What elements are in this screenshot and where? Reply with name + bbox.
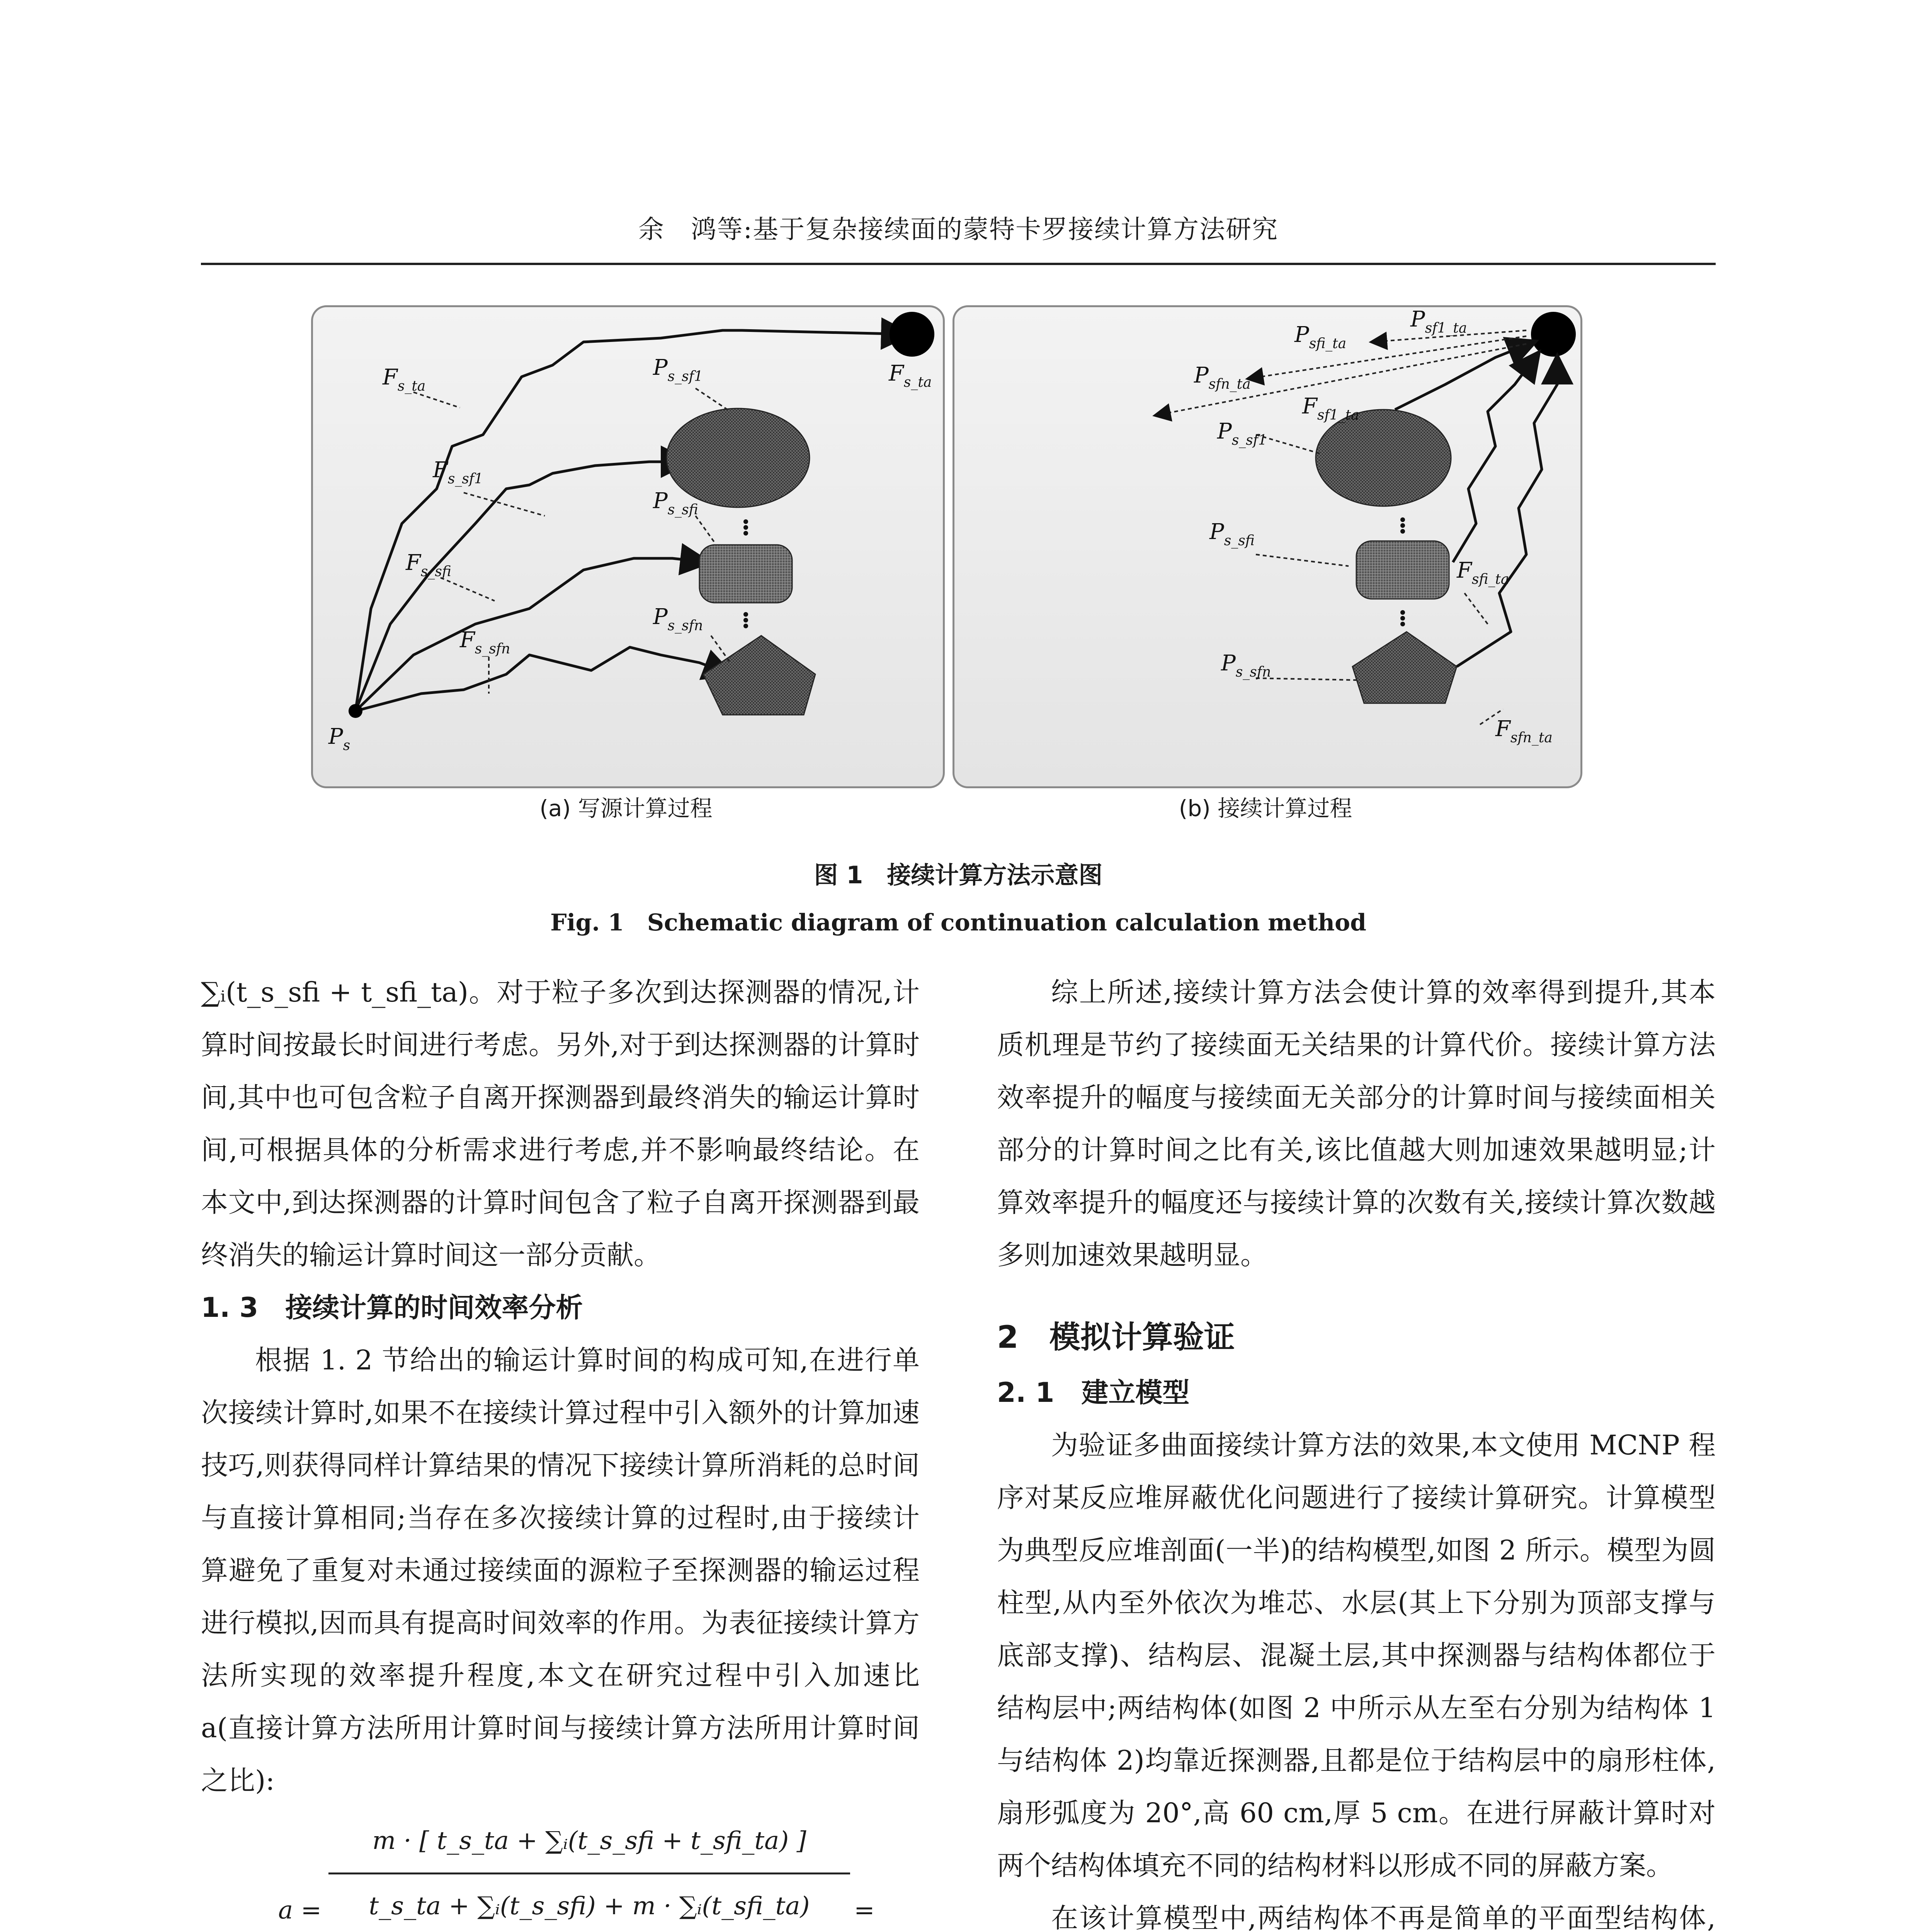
surface-i-rect xyxy=(699,545,792,603)
label-P-s: $P_s$ xyxy=(328,724,350,753)
label-F-s-ta-detector: $F_{s\_ta}$ xyxy=(889,361,932,390)
figure-a-caption: (a) 写源计算过程 xyxy=(539,795,713,821)
label-F-s-sfn: $F_{s\_sfn}$ xyxy=(460,628,510,657)
running-head: 余 鸿等:基于复杂接续面的蒙特卡罗接续计算方法研究 xyxy=(638,214,1279,244)
label-P-sf1-ta: $P_{sf1\_ta}$ xyxy=(1410,307,1467,336)
equation-denominator-1: t_s_ta + ∑ᵢ(t_s_sfi) + m · ∑ᵢ(t_sfi_ta) xyxy=(369,1892,810,1920)
section-heading-2-1: 2. 1 建立模型 xyxy=(997,1377,1190,1408)
figure-panel-b xyxy=(953,305,1582,788)
equation-equals: = xyxy=(854,1896,875,1925)
figure-b-diagram xyxy=(954,307,1580,786)
right-column xyxy=(997,966,1716,1932)
surface-i-rect xyxy=(1356,541,1449,599)
label-P-s-sfi: $P_{s\_sfi}$ xyxy=(1209,519,1255,549)
track-to-surface-1 xyxy=(356,462,688,711)
figure-a-diagram xyxy=(313,307,943,786)
track-to-surface-i xyxy=(356,558,707,711)
right-paragraph-2: 为验证多曲面接续计算方法的效果,本文使用 MCNP 程序对某反应堆屏蔽优化问题进行了接续计算研究。计算模型为典型反应堆剖面(一半)的结构模型,如图 2 所示。模型为圆柱型,从内至外依次为堆芯、水层(其上下分别为顶部支撑与底部支撑)、结构层、混凝土层,其中探测器与结构体都位于结构层中;两结构体(如图 2 中所示从左至右分别为结构体 1 与结构体 2)均靠近探测器,且都是位于结构层中的扇形柱体,扇形弧度为 20°,高 60 cm,厚 5 cm。在进行屏蔽计算时对两个结构体填充不同的结构材料以形成不同的屏蔽方案。 xyxy=(997,1429,1716,1881)
label-F-sf1-ta: $F_{sf1\_ta}$ xyxy=(1302,394,1359,423)
left-column xyxy=(201,966,920,1932)
track-to-detector xyxy=(356,330,908,711)
equation-12 xyxy=(201,1807,920,1932)
equation-numerator-1: m · [ t_s_ta + ∑ᵢ(t_s_sfi + t_sfi_ta) ] xyxy=(328,1815,850,1874)
figure-b-caption: (b) 接续计算过程 xyxy=(1179,795,1352,821)
source-point xyxy=(349,704,362,718)
label-P-s-sfn: $P_{s\_sfn}$ xyxy=(1221,651,1271,680)
label-P-sfi-ta: $P_{sfi\_ta}$ xyxy=(1294,322,1347,352)
detector xyxy=(890,312,934,357)
continuation-tracks xyxy=(1395,342,1557,667)
track-surface-i xyxy=(1453,354,1538,562)
equation-lhs: a = xyxy=(278,1896,322,1925)
right-paragraph-1: 综上所述,接续计算方法会使计算的效率得到提升,其本质机理是节约了接续面无关结果的计算代价。接续计算方法效率提升的幅度与接续面无关部分的计算时间与接续面相关部分的计算时间之比有关,该比值越大则加速效果越明显;计算效率提升的幅度还与接续计算的次数有关,接续计算次数越多则加速效果越明显。 xyxy=(997,976,1716,1271)
particle-tracks xyxy=(356,330,908,711)
surface-1-ellipse xyxy=(1316,410,1451,506)
label-P-s-sfn: $P_{s\_sfn}$ xyxy=(653,604,703,634)
detector xyxy=(1531,312,1576,357)
right-paragraph-3: 在该计算模型中,两结构体不再是简单的平面型结构体, xyxy=(1051,1902,1716,1932)
label-F-s-sf1: $F_{s\_sf1}$ xyxy=(433,457,483,487)
equation-fraction-1 xyxy=(328,1815,850,1932)
left-paragraph-1: ∑ᵢ(t_s_sfi + t_sfi_ta)。对于粒子多次到达探测器的情况,计算时间按最长时间进行考虑。另外,对于到达探测器的计算时间,其中也可包含粒子自离开探测器到最终消失的输运计算时间,可根据具体的分析需求进行考虑,并不影响最终结论。在本文中,到达探测器的计算时间包含了粒子自离开探测器到最终消失的输运计算时间这一部分贡献。 xyxy=(201,976,920,1271)
label-P-s-sf1: $P_{s\_sf1}$ xyxy=(653,355,703,384)
surface-n-pentagon xyxy=(1352,632,1457,703)
figure-caption-cn: 图 1 接续计算方法示意图 xyxy=(814,861,1103,889)
left-paragraph-2: 根据 1. 2 节给出的输运计算时间的构成可知,在进行单次接续计算时,如果不在接续计算过程中引入额外的计算加速技巧,则获得同样计算结果的情况下接续计算所消耗的总时间与直接计算相同;当存在多次接续计算的过程时,由于接续计算避免了重复对未通过接续面的源粒子至探测器的输运过程进行模拟,因而具有提高时间效率的作用。为表征接续计算方法所实现的效率提升程度,本文在研究过程中引入加速比 a(直接计算方法所用计算时间与接续计算方法所用计算时间之比): xyxy=(201,1344,920,1796)
header-rule xyxy=(201,263,1716,265)
track-surface-n xyxy=(1457,357,1557,667)
figure-caption-en: Fig. 1 Schematic diagram of continuation calculation method xyxy=(550,909,1366,936)
label-P-s-sf1: $P_{s\_sf1}$ xyxy=(1217,419,1267,448)
surface-1-ellipse xyxy=(667,408,810,507)
label-F-s-ta-left: $F_{s\_ta}$ xyxy=(383,365,426,394)
section-heading-2: 2 模拟计算验证 xyxy=(997,1319,1235,1355)
label-F-sfi-ta: $F_{sfi\_ta}$ xyxy=(1457,558,1509,587)
track-surface-1 xyxy=(1395,342,1534,410)
label-F-s-sfi: $F_{s\_sfi}$ xyxy=(406,550,451,580)
figure-panel-a xyxy=(311,305,945,788)
label-P-s-sfi: $P_{s\_sfi}$ xyxy=(653,488,698,518)
label-P-sfn-ta: $P_{sfn\_ta}$ xyxy=(1194,363,1251,392)
label-F-sfn-ta: $F_{sfn\_ta}$ xyxy=(1495,716,1553,746)
section-heading-1-3: 1. 3 接续计算的时间效率分析 xyxy=(201,1292,583,1323)
